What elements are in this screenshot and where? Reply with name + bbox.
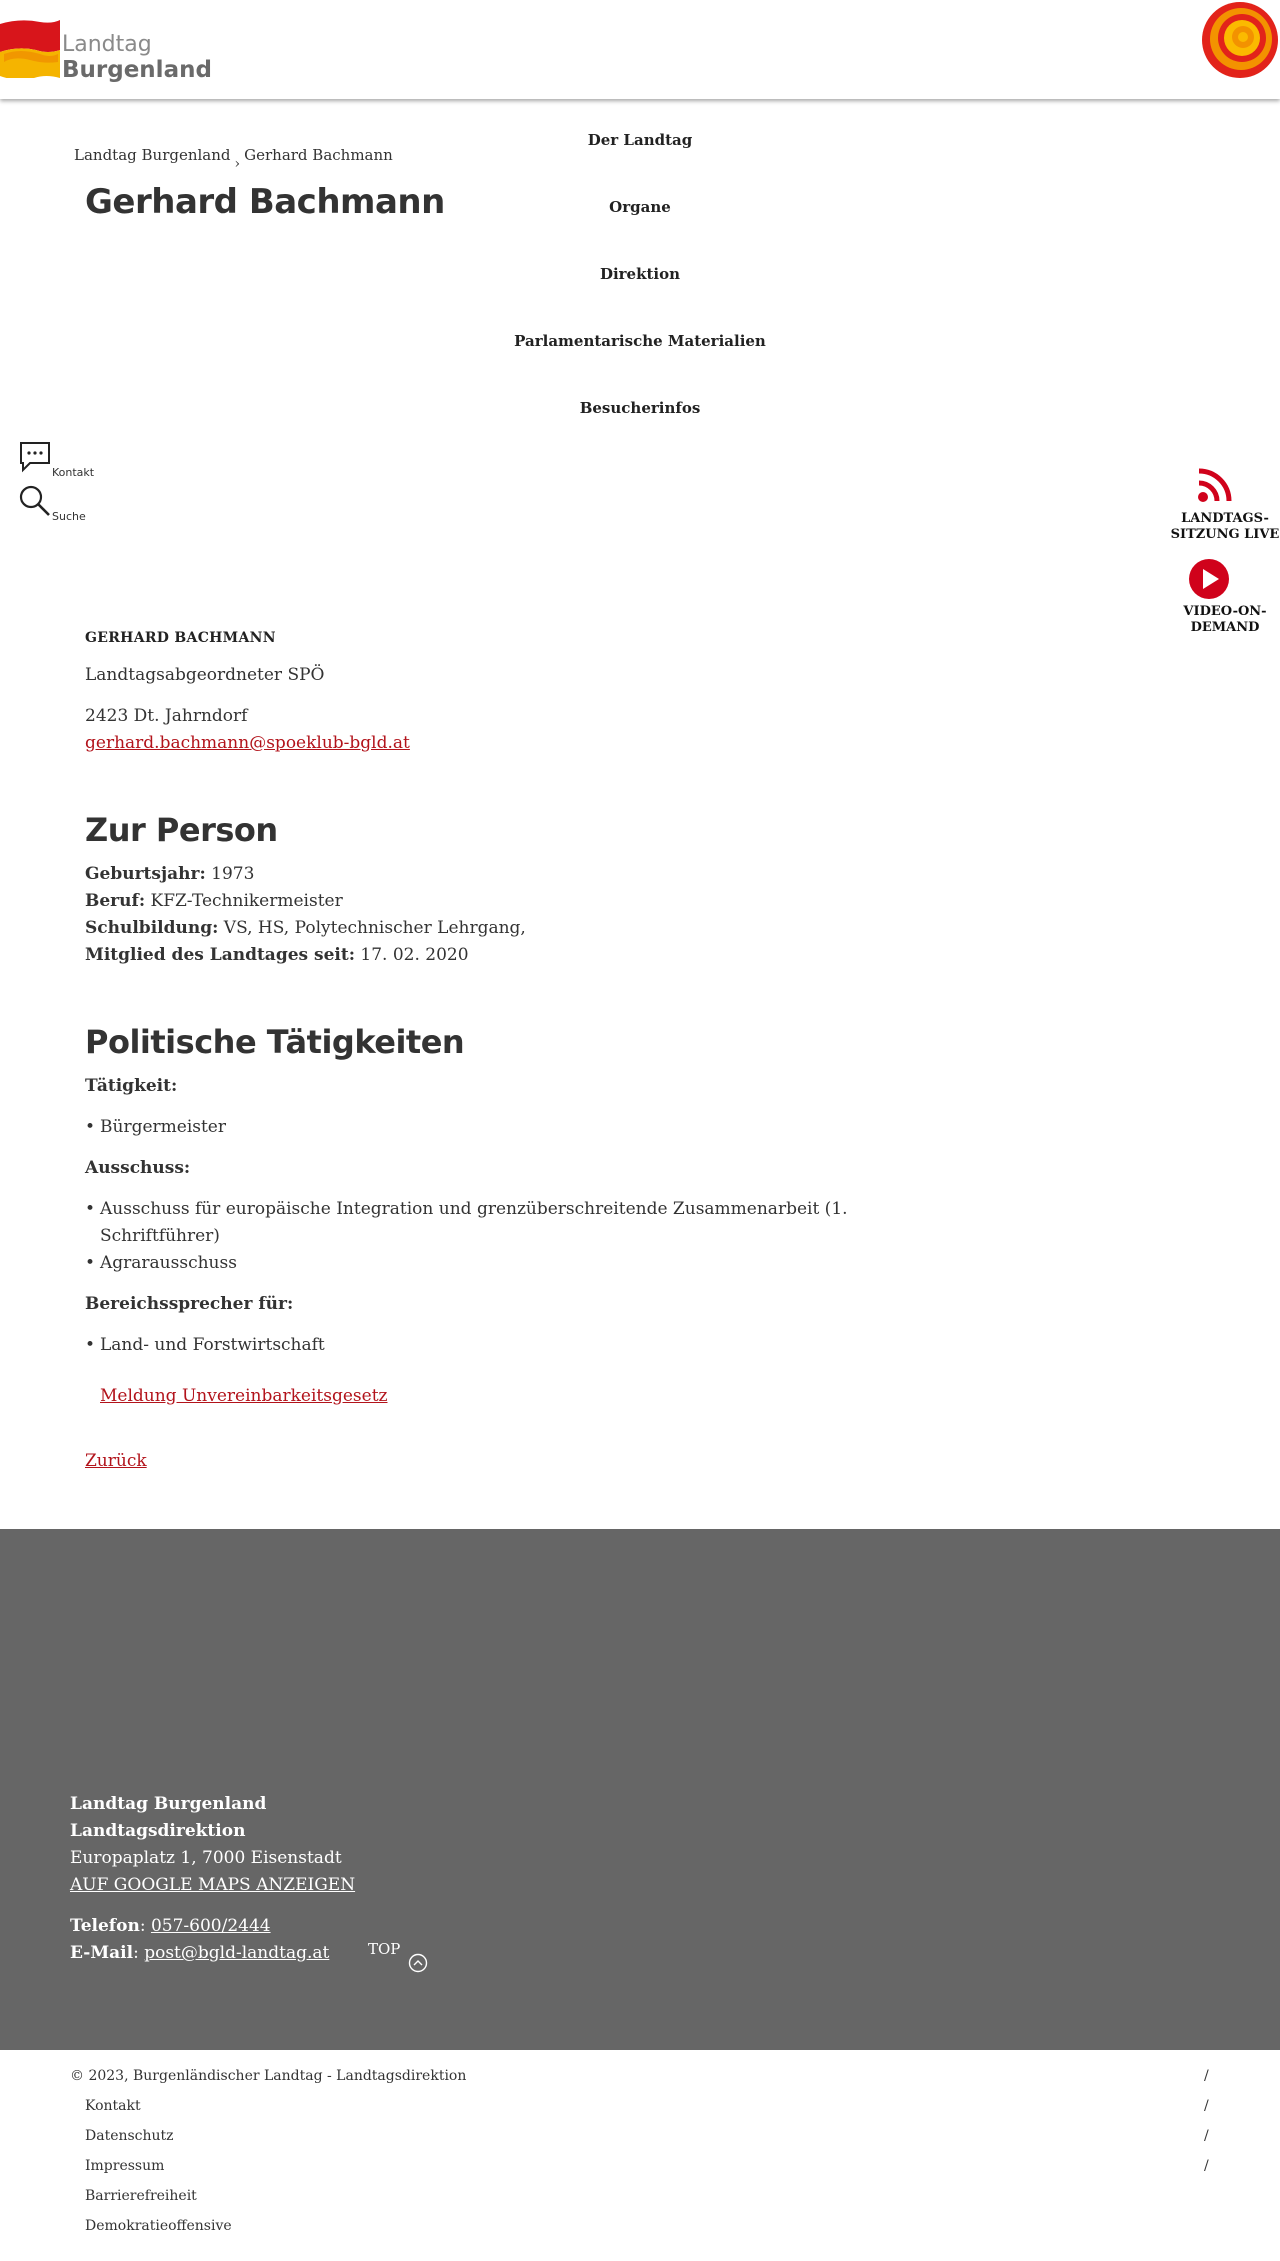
phone-link[interactable]: 057-600/2444 xyxy=(150,1916,271,1936)
chat-bubble-icon xyxy=(18,440,52,474)
bottom-bar xyxy=(0,2050,1280,2261)
nav-direktion[interactable]: Direktion xyxy=(599,265,681,283)
person-content xyxy=(85,630,885,1475)
zur-person-list xyxy=(85,861,885,969)
taetigkeit-list xyxy=(85,1114,885,1141)
person-role: Landtagsabgeordneter SPÖ xyxy=(85,665,325,685)
play-icon xyxy=(1188,558,1230,600)
sprecher-list xyxy=(85,1332,885,1359)
footer-link-demokratieoffensive[interactable]: Demokratieoffensive xyxy=(85,2218,232,2234)
site-footer xyxy=(0,1529,1280,2050)
video-on-demand-link[interactable] xyxy=(1170,558,1280,636)
footer-org1: Landtag Burgenland xyxy=(70,1794,267,1814)
nav-organe[interactable]: Organe xyxy=(609,198,671,216)
footer-link-datenschutz[interactable]: Datenschutz xyxy=(85,2128,174,2144)
footer-link-impressum[interactable]: Impressum xyxy=(85,2158,165,2174)
nav-parlamentarische-materialien[interactable]: Parlamentarische Materialien xyxy=(514,332,766,350)
vod-label-2: DEMAND xyxy=(1190,620,1260,635)
landtagssitzung-live-link[interactable] xyxy=(1170,465,1280,543)
nav-besucherinfos[interactable]: Besucherinfos xyxy=(579,399,701,417)
chevron-up-circle-icon[interactable] xyxy=(408,1953,428,1973)
footer-phone-row: Telefon: 057-600/2444 xyxy=(70,1916,271,1936)
meldung-unvereinbarkeitsgesetz-link[interactable]: Meldung Unvereinbarkeitsgesetz xyxy=(100,1386,388,1406)
footer-email-row: E-Mail: post@bgld-landtag.at xyxy=(70,1943,330,1963)
link-separator: / xyxy=(1204,2158,1209,2174)
back-link[interactable]: Zurück xyxy=(85,1451,147,1471)
footer-link-barrierefreiheit[interactable]: Barrierefreiheit xyxy=(85,2188,197,2204)
sprecher-label: Bereichssprecher für: xyxy=(85,1294,294,1314)
education-row: Schulbildung: VS, HS, Polytechnischer Lehrgang, xyxy=(85,918,526,938)
landtag-logo[interactable] xyxy=(0,16,212,86)
zur-person-heading: Zur Person xyxy=(85,811,278,849)
list-item: • Ausschuss für europäische Integration und grenzüberschreitende Zusammenarbeit (1. Schriftführer) xyxy=(85,1196,885,1250)
vod-label-1: VIDEO-ON- xyxy=(1183,604,1267,619)
main-navigation xyxy=(440,104,840,439)
google-maps-link[interactable]: AUF GOOGLE MAPS ANZEIGEN xyxy=(70,1875,356,1895)
link-separator: / xyxy=(1204,2068,1209,2084)
copyright-text: © 2023, Burgenländischer Landtag - Landtagsdirektion xyxy=(70,2068,467,2084)
rss-feed-icon xyxy=(1195,465,1235,505)
site-header xyxy=(0,0,1280,99)
flag-logo-icon xyxy=(0,18,60,78)
contact-tool[interactable] xyxy=(18,440,52,478)
search-icon xyxy=(18,484,52,518)
page-title: Gerhard Bachmann xyxy=(85,182,445,222)
search-label[interactable]: Suche xyxy=(52,510,86,523)
politische-taetigkeiten-heading: Politische Tätigkeiten xyxy=(85,1023,465,1061)
profession-row: Beruf: KFZ-Technikermeister xyxy=(85,891,343,911)
search-tool[interactable] xyxy=(18,484,52,522)
logo-line1: Landtag xyxy=(62,32,152,57)
footer-contact-info xyxy=(70,1791,355,1967)
breadcrumb xyxy=(74,146,393,172)
footer-org2: Landtagsdirektion xyxy=(70,1821,246,1841)
person-email-link[interactable]: gerhard.bachmann@spoeklub-bgld.at xyxy=(85,733,410,753)
ausschuss-label: Ausschuss: xyxy=(85,1158,191,1178)
list-item: • Bürgermeister xyxy=(85,1114,885,1141)
person-name-caps: GERHARD BACHMANN xyxy=(85,630,276,646)
footer-email-link[interactable]: post@bgld-landtag.at xyxy=(144,1943,330,1963)
breadcrumb-home[interactable]: Landtag Burgenland xyxy=(74,146,231,164)
list-item: • Agrarausschuss xyxy=(85,1250,885,1277)
back-to-top-label[interactable]: TOP xyxy=(368,1940,401,1958)
person-address: 2423 Dt. Jahrndorf xyxy=(85,706,248,726)
burgenland-sun-logo-icon[interactable] xyxy=(1198,0,1280,82)
taetigkeit-label: Tätigkeit: xyxy=(85,1076,178,1096)
ausschuss-list xyxy=(85,1196,885,1277)
birth-year-row: Geburtsjahr: 1973 xyxy=(85,864,255,884)
live-label-1: LANDTAGS- xyxy=(1181,511,1269,526)
footer-link-kontakt[interactable]: Kontakt xyxy=(85,2098,141,2114)
live-label-2: SITZUNG LIVE xyxy=(1170,527,1280,542)
breadcrumb-separator: › xyxy=(234,156,241,172)
contact-label[interactable]: Kontakt xyxy=(52,466,95,479)
logo-line2: Burgenland xyxy=(62,57,212,83)
nav-der-landtag[interactable]: Der Landtag xyxy=(587,131,693,149)
breadcrumb-current: Gerhard Bachmann xyxy=(244,146,393,164)
list-item: • Land- und Forstwirtschaft xyxy=(85,1332,885,1359)
link-separator: / xyxy=(1204,2128,1209,2144)
member-since-row: Mitglied des Landtages seit: 17. 02. 2020 xyxy=(85,945,469,965)
link-separator: / xyxy=(1204,2098,1209,2114)
footer-address: Europaplatz 1, 7000 Eisenstadt xyxy=(70,1848,342,1868)
